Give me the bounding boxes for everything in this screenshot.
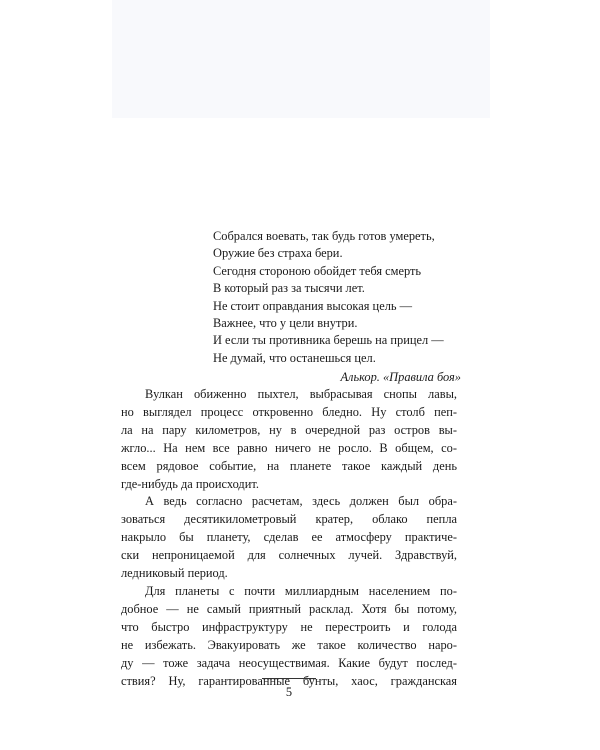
text-line: ски непроницаемой для солнечных лучей. Здравствуй, — [121, 548, 457, 563]
top-shade-band — [112, 0, 490, 118]
page-number: 5 — [285, 685, 293, 699]
epigraph-line: Важнее, что у цели внутри. — [213, 316, 358, 331]
text-line: ствия? Ну, гарантированные бунты, хаос, гражданская — [121, 673, 457, 688]
footer-rule — [262, 678, 316, 679]
paragraph — [121, 493, 457, 583]
text-line: не избежать. Эвакуировать же такое количество наро- — [121, 637, 457, 652]
text-line: Вулкан обиженно пыхтел, выбрасывая снопы лавы, — [145, 387, 457, 401]
epigraph-line: Не думай, что останешься цел. — [213, 350, 376, 365]
epigraph-line: В который раз за тысячи лет. — [213, 281, 365, 296]
text-line: что быстро инфраструктуру не перестроить и голода — [121, 619, 457, 634]
epigraph-line: Собрался воевать, так будь готов умереть, — [213, 229, 435, 243]
paragraph — [121, 386, 457, 493]
epigraph-attribution: Алькор. «Правила боя» — [340, 370, 461, 385]
text-line: ду — тоже задача неосуществимая. Какие будут послед- — [121, 655, 457, 670]
text-line: жгло... На нем все равно ничего не росло. В общем, со- — [121, 440, 457, 455]
text-line: Для планеты с почти миллиардным населением по- — [145, 583, 457, 598]
text-line: зоваться десятикилометровый кратер, облако пепла — [121, 512, 457, 527]
text-line: А ведь согласно расчетам, здесь должен был обра- — [145, 494, 457, 509]
text-line: накрыло бы планету, сделав ее атмосферу практиче- — [121, 530, 457, 545]
paragraph — [121, 583, 457, 690]
text-line: всем рядовое событие, на планете такое каждый день — [121, 458, 457, 473]
epigraph — [213, 228, 461, 387]
text-line: ла на пару километров, ну в очередной раз остров вы- — [121, 422, 457, 437]
text-line: где-нибудь да происходит. — [121, 476, 259, 491]
epigraph-line: Оружие без страха бери. — [213, 246, 343, 261]
text-line: ледниковый период. — [121, 566, 228, 581]
text-line: но выглядел процесс откровенно бледно. Ну столб пеп- — [121, 404, 457, 419]
epigraph-line: И если ты противника берешь на прицел — — [213, 333, 444, 348]
text-line: добное — не самый приятный расклад. Хотя бы потому, — [121, 601, 457, 616]
body-text — [121, 386, 457, 690]
epigraph-line: Сегодня стороною обойдет тебя смерть — [213, 263, 422, 278]
epigraph-line: Не стоит оправдания высокая цель — — [213, 298, 413, 313]
